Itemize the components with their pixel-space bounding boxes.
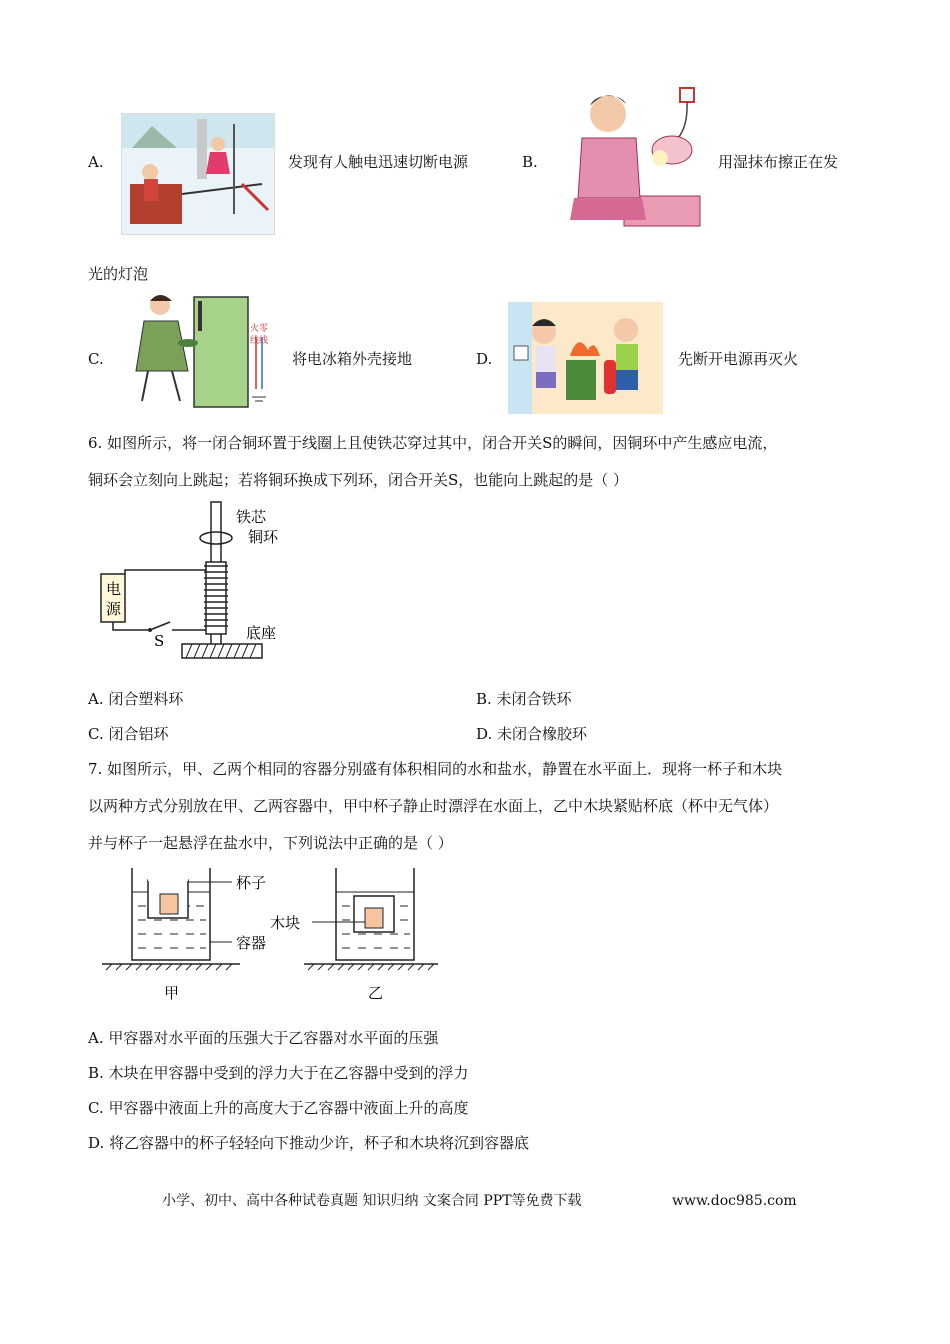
q7-option-b: B. 木块在甲容器中受到的浮力大于在乙容器中受到的浮力 xyxy=(88,1064,469,1082)
q7-option-c: C. 甲容器中液面上升的高度大于乙容器中液面上升的高度 xyxy=(88,1099,469,1117)
option-d-letter: D. xyxy=(476,350,493,368)
label-cup: 杯子 xyxy=(236,874,267,892)
electric-shock-rescue-illustration xyxy=(121,113,275,235)
label-jia: 甲 xyxy=(164,984,180,1002)
q7-stem-line2: 以两种方式分别放在甲、乙两容器中，甲中杯子静止时漂浮在水面上，乙中木块紧贴杯底（杯中无气体） xyxy=(88,797,779,815)
label-power-2: 源 xyxy=(106,600,122,618)
q7-stem-line1: 7. 如图所示，甲、乙两个相同的容器分别盛有体积相同的水和盐水，静置在水平面上．现将一杯子和木块 xyxy=(88,760,783,778)
wet-cloth-lamp-illustration xyxy=(568,86,702,228)
q7-option-d: D. 将乙容器中的杯子轻轻向下推动少许，杯子和木块将沉到容器底 xyxy=(88,1134,530,1152)
q6-option-b: B. 未闭合铁环 xyxy=(476,690,572,708)
option-b-text: 用湿抹布擦正在发 xyxy=(718,153,839,171)
q6-option-d: D. 未闭合橡胶环 xyxy=(476,725,588,743)
option-c-text: 将电冰箱外壳接地 xyxy=(292,350,413,368)
label-base: 底座 xyxy=(246,624,277,642)
q7-stem-line3: 并与杯子一起悬浮在盐水中，下列说法中正确的是（ ） xyxy=(88,834,453,852)
wood-yi xyxy=(365,908,383,928)
container-yi xyxy=(312,868,414,960)
label-switch: S xyxy=(154,632,165,650)
label-iron-core: 铁芯 xyxy=(236,508,267,526)
option-d-text: 先断开电源再灭火 xyxy=(678,350,799,368)
fridge-wire-label-2: 线线 xyxy=(250,336,269,346)
label-copper-ring: 铜环 xyxy=(248,528,279,546)
switch-shape xyxy=(150,622,170,630)
option-a-letter: A. xyxy=(88,153,104,171)
footer-url[interactable]: www.doc985.com xyxy=(672,1193,797,1209)
q6-figure-induction-coil xyxy=(96,500,296,666)
coil-shape xyxy=(204,562,228,634)
q6-stem-line2: 铜环会立刻向上跳起；若将铜环换成下列环，闭合开关S，也能向上跳起的是（ ） xyxy=(88,471,629,489)
option-b-letter: B. xyxy=(522,153,538,171)
wood-jia xyxy=(160,894,178,914)
label-container: 容器 xyxy=(236,934,267,952)
q6-option-c: C. 闭合铝环 xyxy=(88,725,169,743)
footer-text: 小学、初中、高中各种试卷真题 知识归纳 文案合同 PPT等免费下载 xyxy=(162,1193,582,1209)
base-shape xyxy=(182,644,262,658)
label-yi: 乙 xyxy=(368,984,384,1002)
option-b-text-continued: 光的灯泡 xyxy=(88,265,149,283)
q6-stem-line1: 6. 如图所示，将一闭合铜环置于线圈上且使铁芯穿过其中，闭合开关S的瞬间，因铜环中产生感应电流， xyxy=(88,434,778,452)
fridge-wire-label-1: 火零 xyxy=(250,324,269,334)
fire-extinguish-illustration xyxy=(508,302,663,414)
q7-option-a: A. 甲容器对水平面的压强大于乙容器对水平面的压强 xyxy=(88,1029,439,1047)
option-a-text: 发现有人触电迅速切断电源 xyxy=(288,153,469,171)
q6-option-a: A. 闭合塑料环 xyxy=(88,690,184,708)
label-power-1: 电 xyxy=(106,580,122,598)
option-c-letter: C. xyxy=(88,350,104,368)
container-jia xyxy=(132,868,232,960)
q7-figure-containers xyxy=(100,862,440,1004)
label-wood: 木块 xyxy=(270,914,301,932)
fridge-grounding-illustration xyxy=(128,293,278,413)
